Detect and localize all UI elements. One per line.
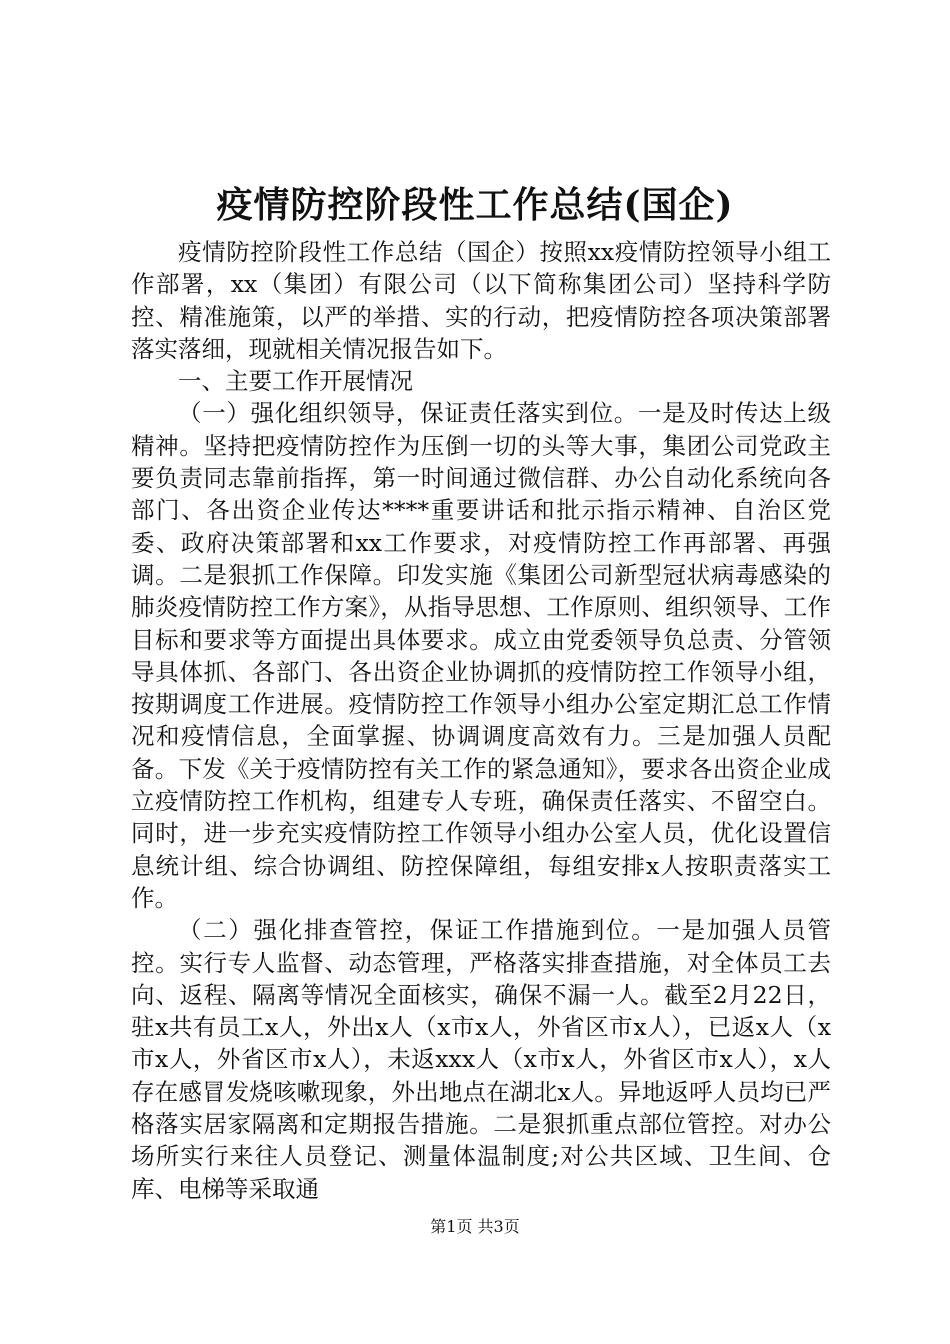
intro-paragraph: 疫情防控阶段性工作总结（国企）按照xx疫情防控领导小组工作部署，xx（集团）有限公司（以下简称集团公司）坚持科学防控、精准施策，以严的举措、实的行动，把疫情防控各项决策部署落实落细，现就相关情况报告如下。 [131, 238, 831, 363]
section-two-paragraph: （二）强化排查管控，保证工作措施到位。一是加强人员管控。实行专人监督、动态管理，严格落实排查措施，对全体员工去向、返程、隔离等情况全面核实，确保不漏一人。截至2月22日，驻x共有员工x人，外出x人（x市x人，外省区市x人），已返x人（x市x人，外省区市x人），未返xxx人（x市x人，外省区市x人），x人存在感冒发烧咳嗽现象，外出地点在湖北x人。异地返呼人员均已严格落实居家隔离和定期报告措施。二是狠抓重点部位管控。对办公场所实行来往人员登记、测量体温制度;对公共区域、卫生间、仓库、电梯等采取通 [131, 916, 831, 1203]
section-one-paragraph: （一）强化组织领导，保证责任落实到位。一是及时传达上级精神。坚持把疫情防控作为压倒一切的头等大事，集团公司党政主要负责同志靠前指挥，第一时间通过微信群、办公自动化系统向各部门、各出资企业传达****重要讲话和批示指示精神、自治区党委、政府决策部署和xx工作要求，对疫情防控工作再部署、再强调。二是狠抓工作保障。印发实施《集团公司新型冠状病毒感染的肺炎疫情防控工作方案》，从指导思想、工作原则、组织领导、工作目标和要求等方面提出具体要求。成立由党委领导负总责、分管领导具体抓、各部门、各出资企业协调抓的疫情防控工作领导小组，按期调度工作进展。疫情防控工作领导小组办公室定期汇总工作情况和疫情信息，全面掌握、协调调度高效有力。三是加强人员配备。下发《关于疫情防控有关工作的紧急通知》，要求各出资企业成立疫情防控工作机构，组建专人专班，确保责任落实、不留空白。同时，进一步充实疫情防控工作领导小组办公室人员，优化设置信息统计组、综合协调组、防控保障组，每组安排x人按职责落实工作。 [131, 399, 831, 912]
document-body [131, 236, 831, 1205]
document-title: 疫情防控阶段性工作总结(国企) [216, 184, 734, 226]
section-heading: 一、主要工作开展情况 [178, 367, 413, 396]
page-number-footer: 第1页 共3页 [430, 1217, 520, 1236]
